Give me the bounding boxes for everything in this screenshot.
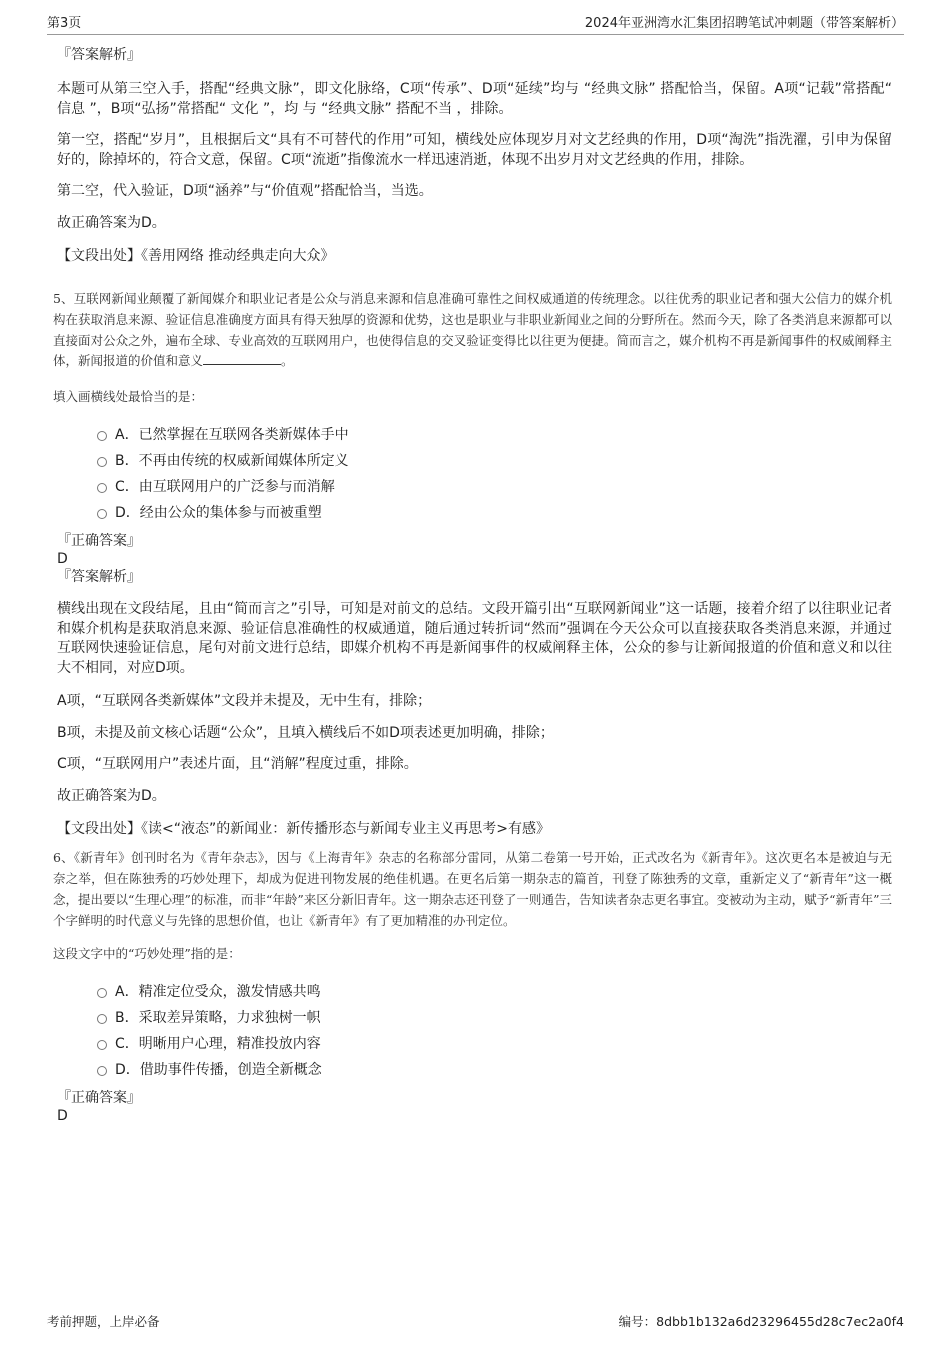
radio-icon[interactable] [97,457,107,467]
q5-correct-answer: D [57,551,68,568]
q6-question-text: 6、《新青年》创刊时名为《青年杂志》，因与《上海青年》杂志的名称部分雷同，从第二卷第一号开始，正式改名为《新青年》。这次更名本是被迫与无奈之举，但在陈独秀的巧妙处理下，却成为促进刊物发展的绝佳机遇。在更名后第一期杂志的篇首，刊登了陈独秀的文章，重新定义了“新青年”这一概念，提出要以“生理心理”的标准，而非“年龄”来区分新旧青年。这一期杂志还刊登了一则通告，告知读者杂志更名事宜。变被动为主动，赋予“新青年”三个字鲜明的时代意义与先锋的思想价值，也让《新青年》有了更加精准的办刊定位。 [53,850,892,928]
q5-analysis-paragraph: C项，“互联网用户”表述片面，且“消解”程度过重，排除。 [57,756,418,773]
q6-option-a[interactable]: A．精准定位受众，激发情感共鸣 [57,979,892,1005]
radio-icon[interactable] [97,509,107,519]
page-footer [47,1312,904,1332]
q5-analysis-paragraph: B项，未提及前文核心话题“公众”，且填入横线后不如D项表述更加明确，排除； [57,724,554,741]
document-title: 2024年亚洲湾水汇集团招聘笔试冲刺题（带答案解析） [584,16,904,31]
radio-icon[interactable] [97,1040,107,1050]
q6-correct-label: 『正确答案』 [57,1090,141,1107]
q5-prompt: 填入画横线处最恰当的是： [53,389,204,405]
q5-option-c[interactable]: C．由互联网用户的广泛参与而消解 [57,474,892,500]
q4-analysis-label: 『答案解析』 [57,47,141,63]
radio-icon[interactable] [97,1066,107,1076]
q5-source: 【文段出处】《读<“液态”的新闻业：新传播形态与新闻专业主义再思考>有感》 [57,821,550,838]
q6-option-d[interactable]: D．借助事件传播，创造全新概念 [57,1057,892,1083]
q5-analysis-label: 『答案解析』 [57,569,141,586]
q5-analysis-paragraph: 故正确答案为D。 [57,787,166,804]
page-header [47,14,904,35]
radio-icon[interactable] [97,1014,107,1024]
q5-option-d[interactable]: D．经由公众的集体参与而被重塑 [57,500,892,526]
answer-blank [203,352,281,365]
radio-icon[interactable] [97,988,107,998]
q5-options [57,422,892,526]
q5-question-text: 5、互联网新闻业颠覆了新闻媒介和职业记者是公众与消息来源和信息准确可靠性之间权威通道的传统理念。以往优秀的职业记者和强大公信力的媒介机构在获取消息来源、验证信息准确度方面具有得天独厚的资源和优势，这也是职业与非职业新闻业之间的分野所在。然而今天，除了各类消息来源都可以直接面对公众之外，遍布全球、专业高效的互联网用户，也使得信息的交叉验证变得比以往更为便捷。简而言之，媒介机构不再是新闻事件的权威阐释主体，新闻报道的价值和意义 。 [53,291,892,369]
q4-analysis-paragraph: 故正确答案为D。 [57,214,166,231]
q6-correct-answer: D [57,1108,68,1125]
q6-option-b[interactable]: B．采取差异策略，力求独树一帜 [57,1005,892,1031]
footer-serial: 编号：8dbb1b132a6d23296455d28c7ec2a0f4 [618,1314,904,1329]
page-number: 第3页 [47,16,82,31]
q6-prompt: 这段文字中的“巧妙处理”指的是： [53,946,241,962]
q6-option-c[interactable]: C．明晰用户心理，精准投放内容 [57,1031,892,1057]
q4-analysis-paragraph: 第二空，代入验证，D项“涵养”与“价值观”搭配恰当，当选。 [57,183,433,199]
q5-analysis-paragraph: 横线出现在文段结尾，且由“简而言之”引导，可知是对前文的总结。文段开篇引出“互联网新闻业”这一话题，接着介绍了以往职业记者和媒介机构是获取消息来源、验证信息准确性的权威通道，随后通过转折词“然而”强调在今天公众可以直接获取各类消息来源，并通过互联网快速验证信息，尾句对前文进行总结，即媒介机构不再是新闻事件的权威阐释主体，公众的参与让新闻报道的价值和意义和以往大不相同，对应D项。 [57,601,892,676]
q6-options [57,979,892,1083]
q4-analysis-paragraph: 本题可从第三空入手，搭配“经典文脉”，即文化脉络，C项“传承”、D项“延续”均与 “经典文脉” 搭配恰当，保留。A项“记载”常搭配“ 信息 ”，B项“弘扬”常搭配“ 文化 ”，均 与 “经典文脉” 搭配不当 ，排除。 [57,81,892,117]
q5-option-b[interactable]: B．不再由传统的权威新闻媒体所定义 [57,448,892,474]
q5-correct-label: 『正确答案』 [57,533,141,550]
page-content [53,46,892,1125]
footer-slogan: 考前押题，上岸必备 [47,1314,160,1329]
q5-option-a[interactable]: A．已然掌握在互联网各类新媒体手中 [57,422,892,448]
q4-analysis-paragraph: 第一空，搭配“岁月”，且根据后文“具有不可替代的作用”可知，横线处应体现岁月对文艺经典的作用，D项“淘洗”指洗濯，引申为保留好的，除掉坏的，符合文意，保留。C项“流逝”指像流水一样迅速消逝，体现不出岁月对文艺经典的作用，排除。 [57,132,892,168]
radio-icon[interactable] [97,483,107,493]
q5-analysis-paragraph: A项，“互联网各类新媒体”文段并未提及，无中生有，排除； [57,693,432,710]
radio-icon[interactable] [97,431,107,441]
q4-source: 【文段出处】《善用网络 推动经典走向大众》 [57,248,335,264]
